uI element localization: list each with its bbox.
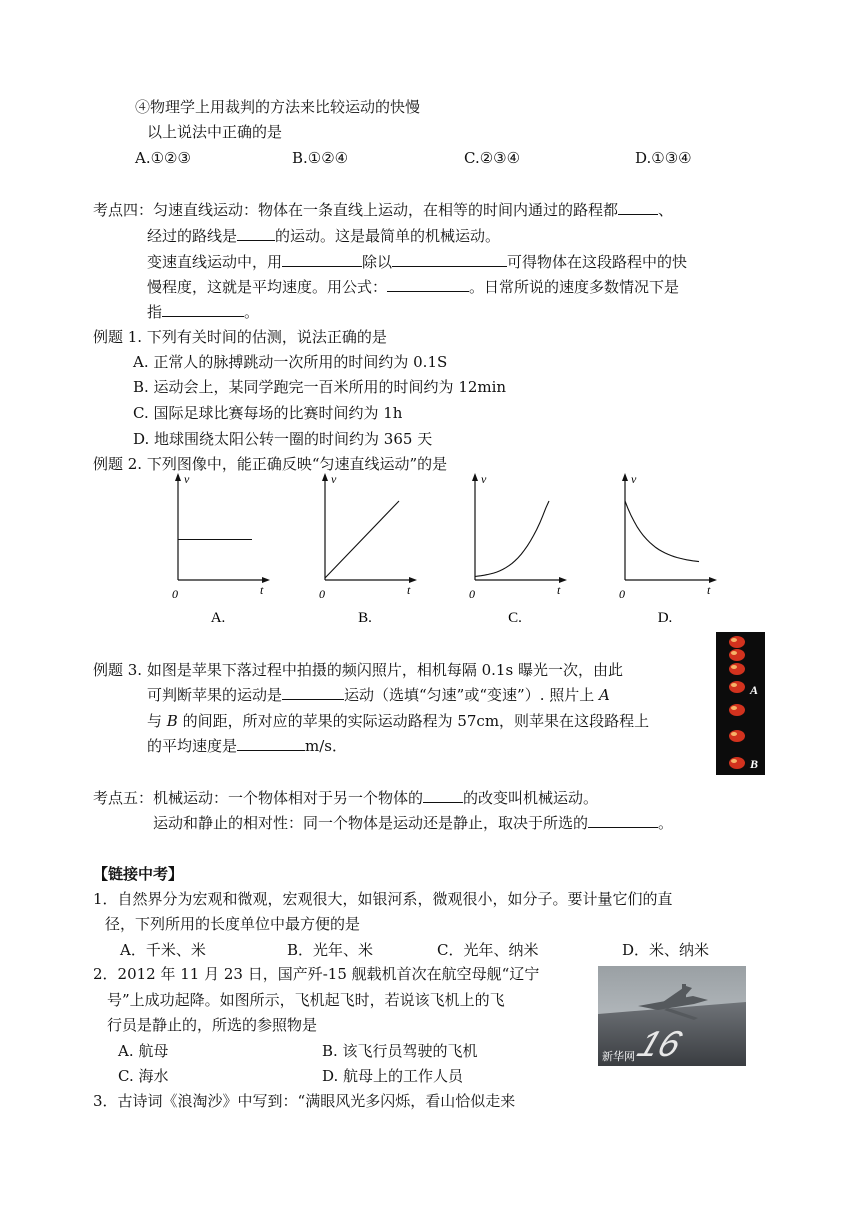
x-axis-label: t [557, 583, 561, 597]
q1-option-b: B．光年、米 [287, 941, 374, 959]
x-axis-label: t [707, 583, 711, 597]
example-1-option-d: D. 地球围绕太阳公转一圈的时间约为 365 天 [133, 430, 433, 448]
vt-graphs [0, 470, 860, 630]
keypoint-5-line1: 考点五：机械运动：一个物体相对于另一个物体的 的改变叫机械运动。 [93, 789, 599, 807]
y-axis-arrow [322, 473, 328, 481]
origin-label: 0 [469, 587, 475, 601]
q3-line1: 3．古诗词《浪淘沙》中写到：“满眼风光多闪烁，看山恰似走来 [93, 1092, 516, 1110]
q2-option-a: A. 航母 [118, 1042, 169, 1060]
y-axis-arrow [472, 473, 478, 481]
x-axis-label: t [260, 583, 264, 597]
origin-label: 0 [319, 587, 325, 601]
q2-line1: 2．2012 年 11 月 23 日，国产歼-15 舰载机首次在航空母舰“辽宁 [93, 965, 540, 983]
series-line-d [625, 501, 699, 562]
blank [618, 200, 658, 215]
q1-line2: 径，下列所用的长度单位中最方便的是 [105, 915, 361, 933]
example-1-option-b: B. 运动会上，某同学跑完一百米所用的时间约为 12min [133, 378, 507, 396]
option-b: B.①②④ [292, 149, 349, 167]
x-axis-label: t [407, 583, 411, 597]
graph-label: B. [358, 610, 372, 626]
option-c: C.②③④ [464, 149, 521, 167]
carrier-jet-photo [598, 966, 746, 1066]
y-axis-label: v [481, 472, 487, 486]
blank [237, 736, 305, 751]
series-line-b [325, 501, 399, 578]
photo-label-b: B [750, 757, 759, 771]
q2-option-c: C. 海水 [118, 1067, 169, 1085]
example-3-line3: 与 B 的间距，所对应的苹果的实际运动路程为 57cm，则苹果在这段路程上 [147, 712, 650, 730]
keypoint-4-line1: 考点四：匀速直线运动：物体在一条直线上运动，在相等的时间内通过的路程都 、 [93, 201, 674, 219]
graph-label: C. [508, 610, 522, 626]
keypoint-4-line5: 指 。 [147, 303, 260, 321]
blank [282, 252, 362, 267]
watermark: 新华网 [602, 1050, 635, 1063]
example-3-line2: 可判断苹果的运动是 运动（选填“匀速”或“变速”）. 照片上 A [147, 686, 610, 704]
option-a: A.①②③ [135, 149, 191, 167]
example-3-line4: 的平均速度是 m/s． [147, 737, 347, 755]
option-d: D.①③④ [635, 149, 692, 167]
blank [237, 226, 275, 241]
origin-label: 0 [172, 587, 178, 601]
deck-number: 16 [632, 1023, 688, 1064]
q1-option-a: A．千米、米 [120, 941, 206, 959]
origin-label: 0 [619, 587, 625, 601]
y-axis-label: v [631, 472, 637, 486]
y-axis-label: v [331, 472, 337, 486]
keypoint-4-line4: 慢程度，这就是平均速度。用公式： 。日常所说的速度多数情况下是 [147, 278, 680, 296]
section-title: 【链接中考】 [93, 865, 184, 883]
blank [387, 277, 469, 292]
keypoint-4-line2: 经过的路线是 的运动。这是最简单的机械运动。 [147, 227, 501, 245]
series-line-c [475, 501, 549, 577]
example-1-option-a: A. 正常人的脉搏跳动一次所用的时间约为 0.1S [133, 353, 448, 371]
q2-line3: 行员是静止的，所选的参照物是 [107, 1016, 318, 1034]
statement-4: ④物理学上用裁判的方法来比较运动的快慢 [135, 98, 421, 116]
q2-option-d: D. 航母上的工作人员 [322, 1067, 464, 1085]
y-axis-arrow [175, 473, 181, 481]
blank [392, 252, 507, 267]
strobe-photo-apple [716, 632, 765, 775]
q1-line1: 1．自然界分为宏观和微观，宏观很大，如银河系，微观很小，如分子。要计量它们的直 [93, 890, 673, 908]
y-axis-arrow [622, 473, 628, 481]
q2-line2: 号”上成功起降。如图所示，飞机起飞时，若说该飞机上的飞 [107, 991, 505, 1009]
blank [282, 685, 344, 700]
q1-option-c: C．光年、纳米 [437, 941, 539, 959]
graph-label: A. [210, 610, 226, 626]
y-axis-label: v [184, 472, 190, 486]
blank [423, 788, 463, 803]
example-2-stem: 例题 2. 下列图像中，能正确反映“匀速直线运动”的是 [93, 455, 448, 473]
example-3-line1: 例题 3. 如图是苹果下落过程中拍摄的频闪照片，相机每隔 0.1s 曝光一次，由此 [93, 661, 623, 679]
photo-label-a: A [750, 683, 759, 697]
blank [588, 813, 658, 828]
example-1-option-c: C. 国际足球比赛每场的比赛时间约为 1h [133, 404, 403, 422]
question-prompt: 以上说法中正确的是 [147, 123, 283, 141]
blank [162, 302, 244, 317]
graph-label: D. [657, 610, 673, 626]
q2-option-b: B. 该飞行员驾驶的飞机 [322, 1042, 478, 1060]
example-1-stem: 例题 1. 下列有关时间的估测，说法正确的是 [93, 328, 387, 346]
keypoint-5-line2: 运动和静止的相对性：同一个物体是运动还是静止，取决于所选的 。 [153, 814, 674, 832]
q1-option-d: D．米、纳米 [622, 941, 710, 959]
keypoint-4-line3: 变速直线运动中，用 除以 可得物体在这段路程中的快 [147, 253, 688, 271]
